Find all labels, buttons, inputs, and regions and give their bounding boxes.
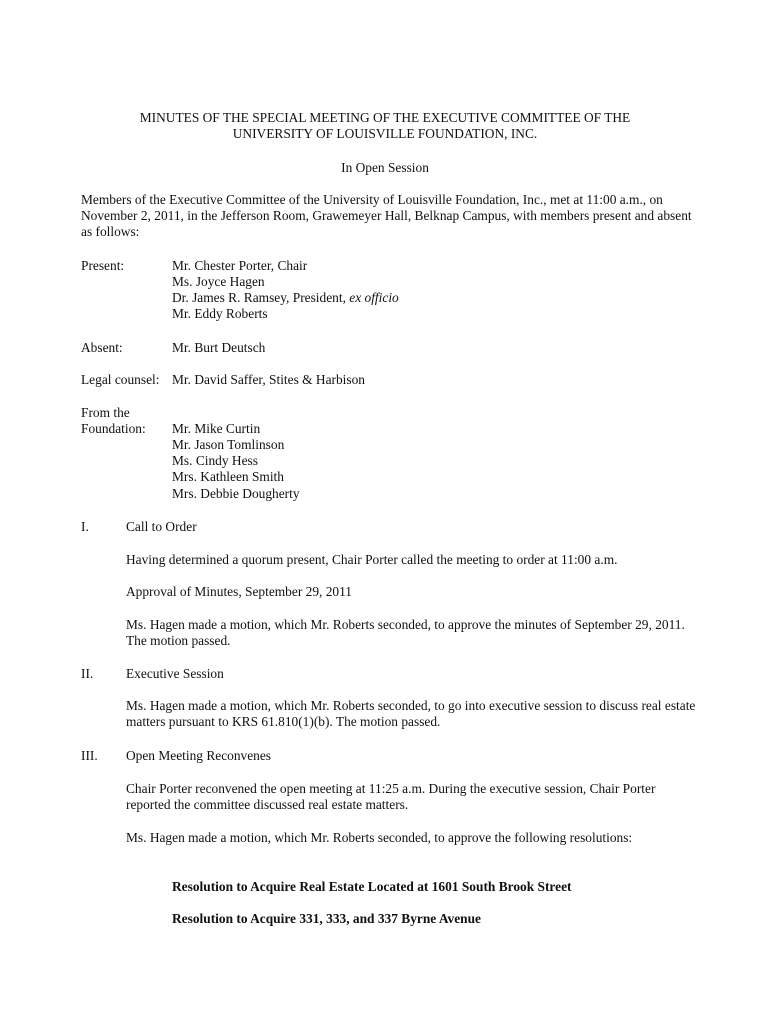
legal-counsel-name: Mr. David Saffer, Stites & Harbison bbox=[172, 372, 365, 387]
section-3-number: III. bbox=[81, 748, 98, 763]
title-line-1: MINUTES OF THE SPECIAL MEETING OF THE EXECUTIVE COMMITTEE OF THE bbox=[139, 110, 631, 125]
ex-officio-note: ex officio bbox=[349, 290, 399, 305]
section-2-motion-line-2: matters pursuant to KRS 61.810(1)(b). The motion passed. bbox=[126, 714, 441, 729]
absent-label: Absent: bbox=[81, 340, 123, 355]
intro-line-3: as follows: bbox=[81, 224, 140, 239]
foundation-member: Mr. Mike Curtin bbox=[172, 421, 261, 436]
section-3-motion: Ms. Hagen made a motion, which Mr. Roberts seconded, to approve the following resolutions: bbox=[126, 830, 633, 845]
foundation-label-1: From the bbox=[81, 405, 130, 420]
present-member: Mr. Eddy Roberts bbox=[172, 306, 268, 321]
section-1-subheading: Approval of Minutes, September 29, 2011 bbox=[126, 584, 352, 599]
present-member bbox=[172, 290, 399, 306]
section-1-motion-line-1: Ms. Hagen made a motion, which Mr. Roberts seconded, to approve the minutes of September 29, 2011. bbox=[126, 617, 685, 632]
absent-member: Mr. Burt Deutsch bbox=[172, 340, 266, 355]
present-member: Ms. Joyce Hagen bbox=[172, 274, 265, 289]
session-label: In Open Session bbox=[341, 160, 429, 175]
resolution-item: Resolution to Acquire 331, 333, and 337 Byrne Avenue bbox=[172, 911, 481, 926]
foundation-member: Mrs. Debbie Dougherty bbox=[172, 486, 300, 501]
section-1-paragraph: Having determined a quorum present, Chair Porter called the meeting to order at 11:00 a.m. bbox=[126, 552, 618, 567]
section-3-heading: Open Meeting Reconvenes bbox=[126, 748, 272, 763]
section-2-motion-line-1: Ms. Hagen made a motion, which Mr. Roberts seconded, to go into executive session to discuss real estate bbox=[126, 698, 696, 713]
present-member: Mr. Chester Porter, Chair bbox=[172, 258, 308, 273]
present-label: Present: bbox=[81, 258, 125, 273]
foundation-member: Mr. Jason Tomlinson bbox=[172, 437, 285, 452]
title-line-2: UNIVERSITY OF LOUISVILLE FOUNDATION, INC. bbox=[232, 126, 538, 141]
section-1-heading: Call to Order bbox=[126, 519, 197, 534]
section-3-paragraph-line-2: reported the committee discussed real estate matters. bbox=[126, 797, 409, 812]
resolution-item: Resolution to Acquire Real Estate Located at 1601 South Brook Street bbox=[172, 879, 572, 894]
section-1-motion-line-2: The motion passed. bbox=[126, 633, 231, 648]
section-3-paragraph-line-1: Chair Porter reconvened the open meeting at 11:25 a.m. During the executive session, Chair Porter bbox=[126, 781, 656, 796]
section-1-number: I. bbox=[81, 519, 89, 534]
section-2-number: II. bbox=[81, 666, 94, 681]
intro-line-1: Members of the Executive Committee of the University of Louisville Foundation, Inc., met at 11:00 a.m., on bbox=[81, 192, 663, 207]
legal-counsel-label: Legal counsel: bbox=[81, 372, 160, 387]
foundation-member: Ms. Cindy Hess bbox=[172, 453, 258, 468]
present-member-name: Dr. James R. Ramsey, President, bbox=[172, 290, 350, 305]
section-2-heading: Executive Session bbox=[126, 666, 224, 681]
foundation-member: Mrs. Kathleen Smith bbox=[172, 469, 284, 484]
intro-line-2: November 2, 2011, in the Jefferson Room, Grawemeyer Hall, Belknap Campus, with members present and absent bbox=[81, 208, 692, 223]
foundation-label-2: Foundation: bbox=[81, 421, 146, 436]
